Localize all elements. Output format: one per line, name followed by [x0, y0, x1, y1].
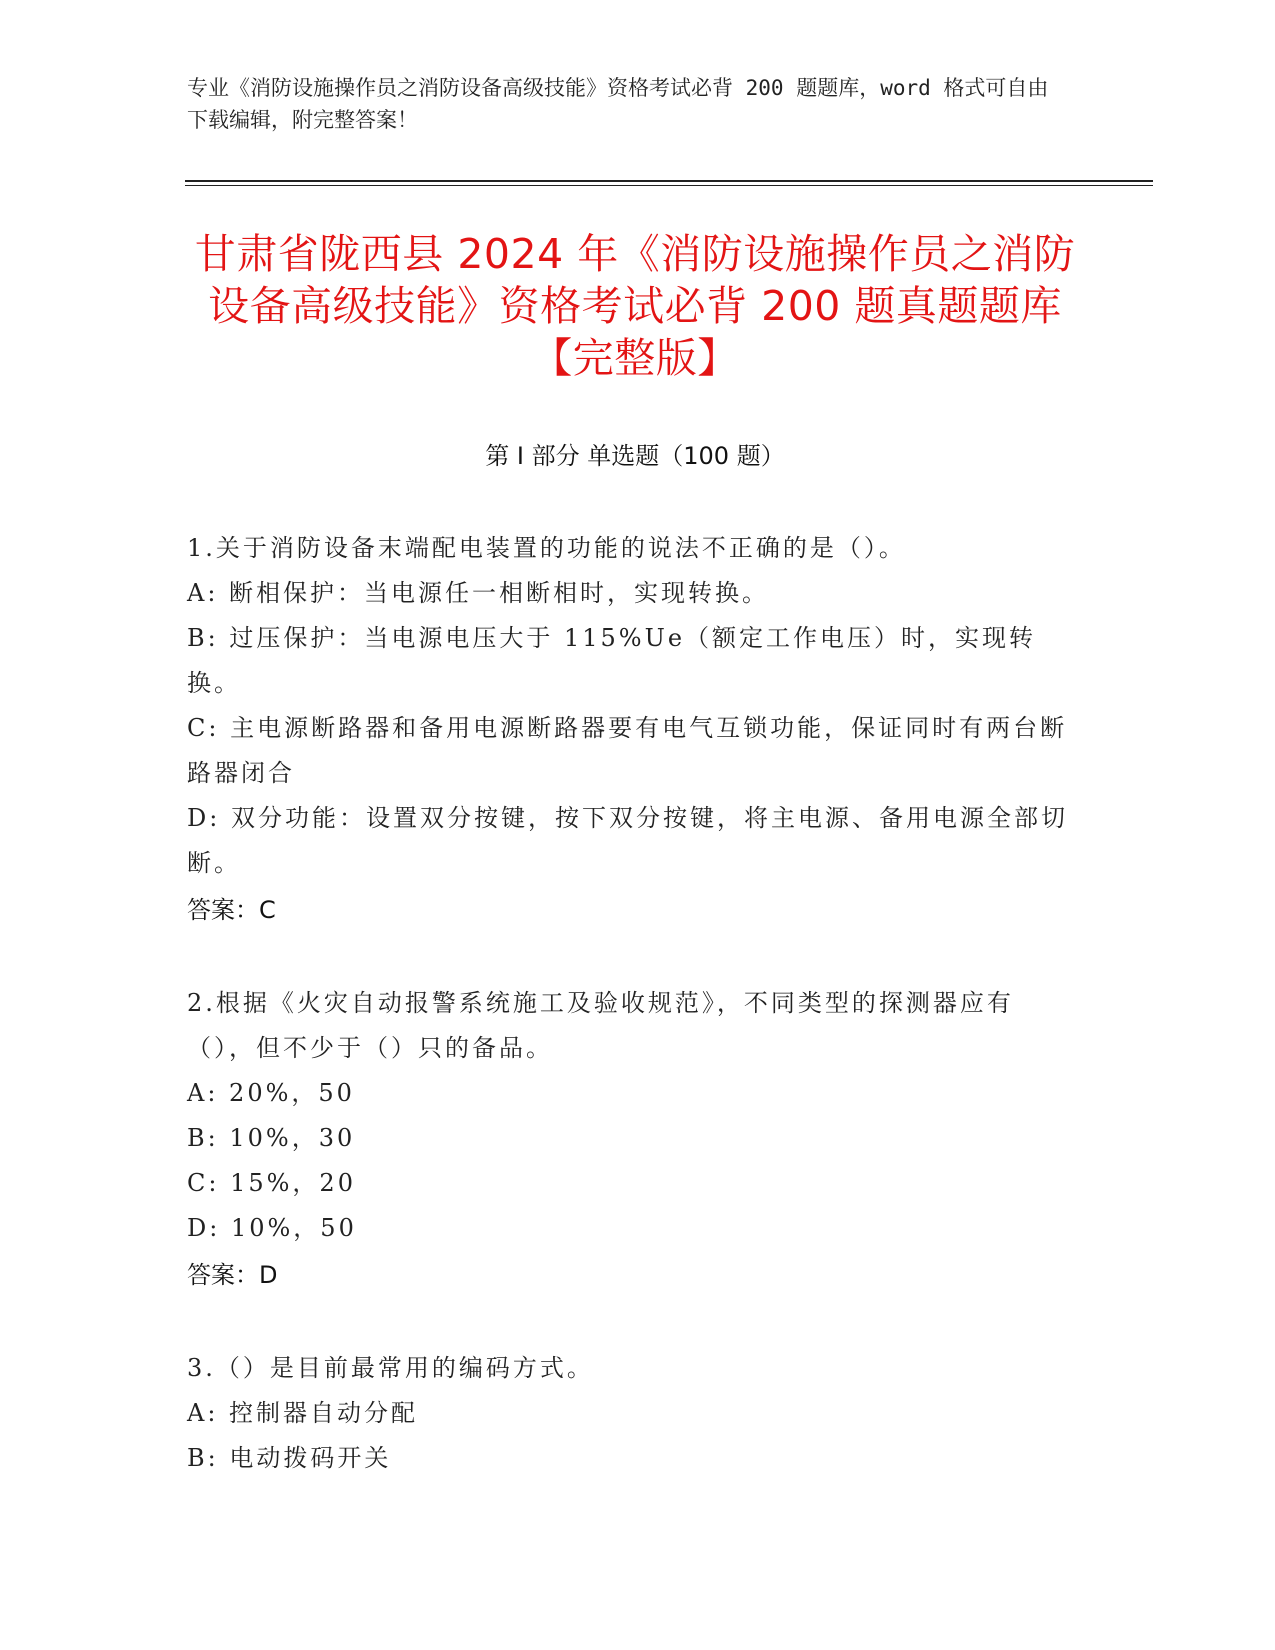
- section-title: 第 I 部分 单选题（100 题）: [485, 442, 785, 470]
- question-list: [187, 526, 1077, 1529]
- option-b: B: 过压保护：当电源电压大于 115%Ue（额定工作电压）时，实现转换。: [187, 624, 1037, 697]
- option-c: C: 主电源断路器和备用电源断路器要有电气互锁功能，保证同时有两台断路器闭合: [187, 714, 1068, 787]
- question-1: [187, 526, 1077, 933]
- question-stem: 2.根据《火灾自动报警系统施工及验收规范》，不同类型的探测器应有（），但不少于（）只的备品。: [187, 989, 1014, 1062]
- document-header-note: 专业《消防设施操作员之消防设备高级技能》资格考试必背 200 题题库，word 格式可自由下载编辑，附完整答案！: [187, 76, 1049, 132]
- question-stem: 3.（）是目前最常用的编码方式。: [187, 1354, 594, 1382]
- option-a: A: 断相保护：当电源任一相断相时，实现转换。: [187, 579, 770, 607]
- option-a: A: 控制器自动分配: [187, 1399, 419, 1427]
- option-d: D: 10%，50: [187, 1214, 357, 1242]
- option-c: C: 15%，20: [187, 1169, 356, 1197]
- answer-line: 答案：D: [187, 1261, 278, 1289]
- question-3: [187, 1346, 1077, 1481]
- header-divider-thin: [185, 185, 1153, 186]
- document-title: 甘肃省陇西县 2024 年《消防设施操作员之消防设备高级技能》资格考试必背 200 题真题题库【完整版】: [194, 230, 1076, 382]
- option-b: B: 10%，30: [187, 1124, 356, 1152]
- question-2: [187, 981, 1077, 1298]
- question-stem: 1.关于消防设备末端配电装置的功能的说法不正确的是（）。: [187, 534, 906, 562]
- option-a: A: 20%，50: [187, 1079, 355, 1107]
- header-divider-thick: [185, 180, 1153, 182]
- option-b: B: 电动拨码开关: [187, 1444, 392, 1472]
- option-d: D: 双分功能：设置双分按键，按下双分按键，将主电源、备用电源全部切断。: [187, 804, 1068, 877]
- answer-line: 答案：C: [187, 896, 276, 924]
